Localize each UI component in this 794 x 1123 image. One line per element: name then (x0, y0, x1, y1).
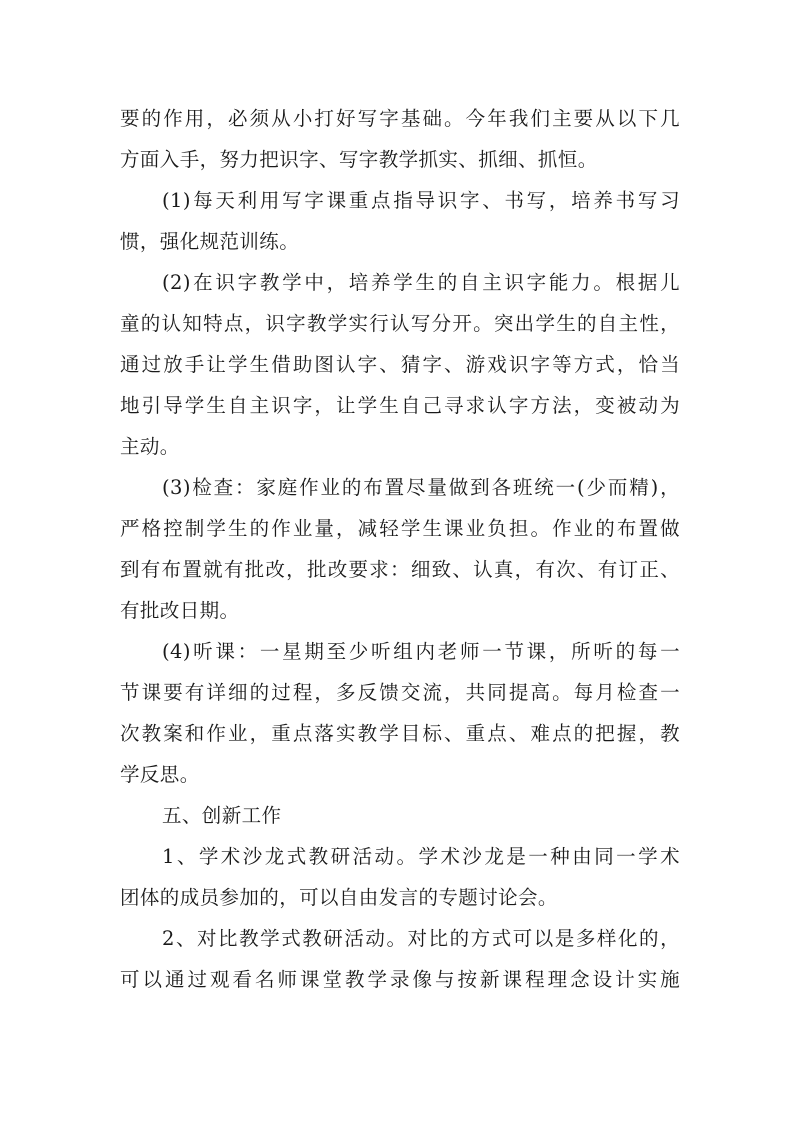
text-line: 惯，强化规范训练。 (120, 230, 300, 253)
text-line: 次教案和作业，重点落实教学目标、重点、难点的把握，教 (120, 722, 680, 745)
text-line: 2、对比教学式教研活动。对比的方式可以是多样化的， (162, 927, 680, 950)
text-line: 有批改日期。 (120, 599, 240, 622)
text-line: 到有布置就有批改，批改要求：细致、认真，有次、有订正、 (120, 558, 680, 581)
text-line: 地引导学生自主识字，让学生自己寻求认字方法，变被动为 (120, 394, 680, 417)
text-line: 可以通过观看名师课堂教学录像与按新课程理念设计实施 (120, 968, 680, 991)
text-line: 节课要有详细的过程，多反馈交流，共同提高。每月检查一 (120, 681, 680, 704)
text-line: 方面入手，努力把识字、写字教学抓实、抓细、抓恒。 (120, 148, 598, 171)
text-line: 严格控制学生的作业量，减轻学生课业负担。作业的布置做 (120, 517, 680, 540)
text-line: 学反思。 (120, 763, 200, 786)
text-line: (2)在识字教学中，培养学生的自主识字能力。根据儿 (162, 271, 680, 294)
section-heading: 五、创新工作 (162, 804, 282, 827)
text-line: (3)检查：家庭作业的布置尽量做到各班统一(少而精)， (162, 476, 680, 499)
text-line: (4)听课：一星期至少听组内老师一节课，所听的每一 (162, 640, 680, 663)
text-line: 通过放手让学生借助图认字、猜字、游戏识字等方式，恰当 (120, 353, 680, 376)
text-line: (1)每天利用写字课重点指导识字、书写，培养书写习 (162, 189, 680, 212)
text-line: 童的认知特点，识字教学实行认写分开。突出学生的自主性， (120, 312, 680, 335)
text-line: 团体的成员参加的，可以自由发言的专题讨论会。 (120, 886, 558, 909)
text-line: 要的作用，必须从小打好写字基础。今年我们主要从以下几 (120, 107, 680, 130)
document-body (120, 100, 680, 1002)
text-line: 主动。 (120, 435, 180, 458)
text-line: 1、学术沙龙式教研活动。学术沙龙是一种由同一学术 (162, 845, 680, 868)
